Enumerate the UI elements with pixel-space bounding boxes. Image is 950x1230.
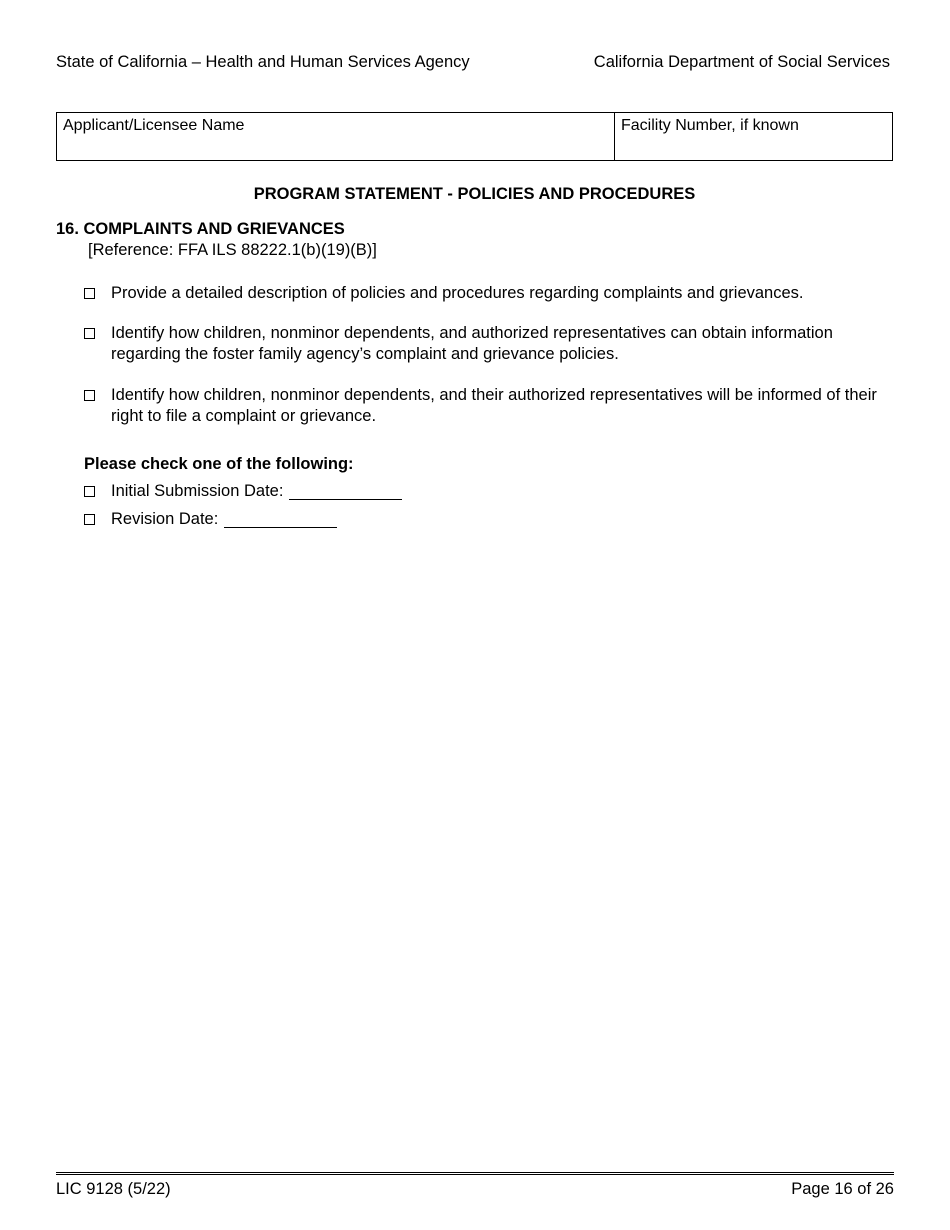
initial-submission-checkbox[interactable] xyxy=(84,486,95,497)
section-reference: [Reference: FFA ILS 88222.1(b)(19)(B)] xyxy=(88,241,377,259)
department-name-header: California Department of Social Services xyxy=(593,53,890,71)
revision-label: Revision Date: xyxy=(111,510,219,528)
form-number: LIC 9128 (5/22) xyxy=(56,1180,171,1198)
section-title: 16. COMPLAINTS AND GRIEVANCES xyxy=(56,220,345,238)
page-number: Page 16 of 26 xyxy=(791,1180,894,1198)
requirement-checkbox[interactable] xyxy=(84,390,95,401)
revision-checkbox[interactable] xyxy=(84,514,95,525)
requirement-item xyxy=(84,385,884,427)
requirement-text: Provide a detailed description of policies and procedures regarding complaints and grievances. xyxy=(111,284,804,302)
requirement-item xyxy=(84,323,884,365)
applicant-name-field[interactable] xyxy=(57,113,615,160)
facility-number-label: Facility Number, if known xyxy=(621,117,799,134)
initial-submission-option xyxy=(84,482,402,501)
revision-option xyxy=(84,510,337,529)
check-one-prompt: Please check one of the following: xyxy=(84,455,354,473)
applicant-name-label: Applicant/Licensee Name xyxy=(63,117,245,134)
initial-submission-date-field[interactable] xyxy=(289,484,402,500)
initial-submission-label: Initial Submission Date: xyxy=(111,482,284,500)
requirement-text: Identify how children, nonminor dependents, and their authorized representatives will be informed of their right to file a complaint or grievance. xyxy=(111,386,877,425)
requirement-checkbox[interactable] xyxy=(84,288,95,299)
requirement-checkbox[interactable] xyxy=(84,328,95,339)
footer-divider xyxy=(56,1172,894,1175)
requirement-text: Identify how children, nonminor dependents, and authorized representatives can obtain information regarding the foster family agency’s complaint and grievance policies. xyxy=(111,324,833,363)
revision-date-field[interactable] xyxy=(224,512,337,528)
applicant-info-table xyxy=(56,112,893,161)
agency-name-header: State of California – Health and Human Services Agency xyxy=(56,53,470,71)
facility-number-field[interactable] xyxy=(615,113,892,160)
document-title: PROGRAM STATEMENT - POLICIES AND PROCEDURES xyxy=(253,185,696,203)
requirement-item xyxy=(84,283,884,304)
